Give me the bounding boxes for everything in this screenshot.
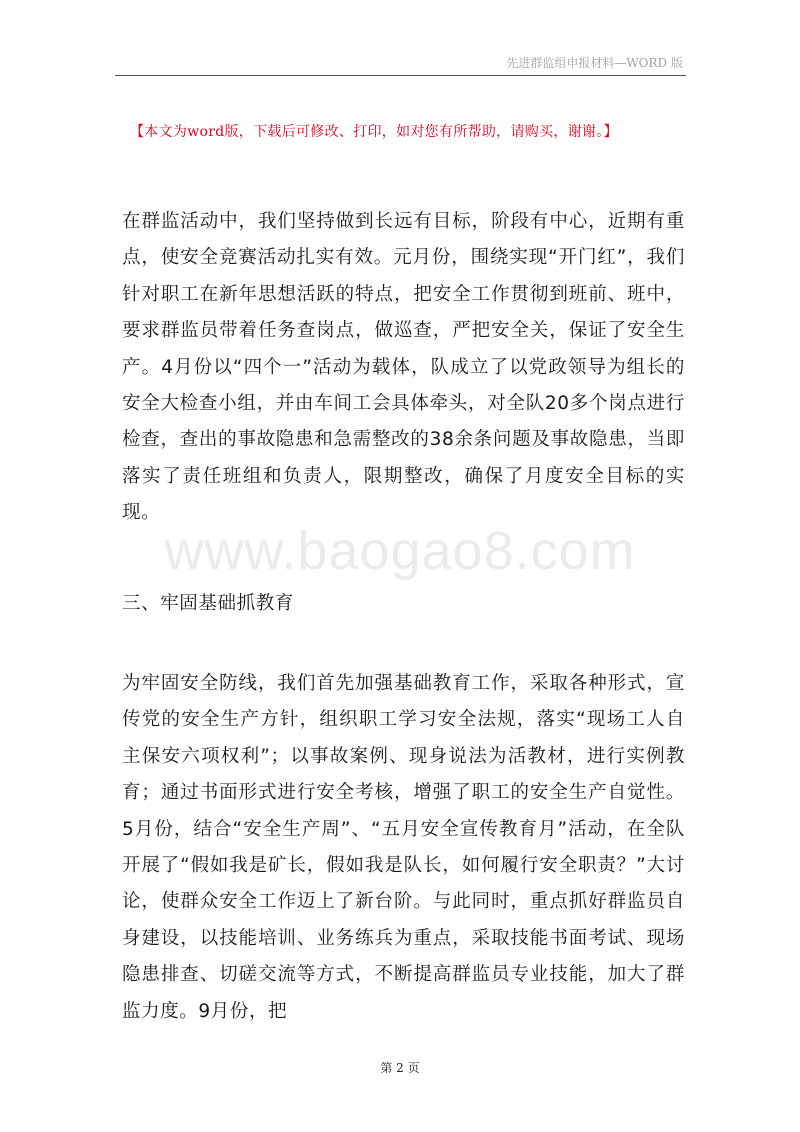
section-heading: 三、牢固基础抓教育: [122, 593, 294, 614]
paragraph-1: 在群监活动中，我们坚持做到长远有目标，阶段有中心，近期有重点，使安全竞赛活动扎实有效。元月份，围绕实现“开门红”，我们针对职工在新年思想活跃的特点，把安全工作贯彻到班前、班中，要求群监员带着任务查岗点，做巡查，严把安全关，保证了安全生产。4月份以“四个一”活动为载体，队成立了以党政领导为组长的安全大检查小组，并由车间工会具体牵头，对全队20多个岗点进行检查，查出的事故隐患和急需整改的38余条问题及事故隐患，当即落实了责任班组和负责人，限期整改，确保了月度安全目标的实现。: [122, 211, 685, 524]
paragraph-2: 为牢固安全防线，我们首先加强基础教育工作，采取各种形式，宣传党的安全生产方针，组织职工学习安全法规，落实“现场工人自主保安六项权利”；以事故案例、现身说法为活教材，进行实例教育；通过书面形式进行安全考核，增强了职工的安全生产自觉性。5月份，结合“安全生产周”、“五月安全宣传教育月”活动，在全队开展了“假如我是矿长，假如我是队长，如何履行安全职责？”大讨论，使群众安全工作迈上了新台阶。与此同时，重点抓好群监员自身建设，以技能培训、业务练兵为重点，采取技能书面考试、现场隐患排查、切磋交流等方式，不断提高群监员专业技能，加大了群监力度。9月份，把: [122, 673, 685, 1022]
page-number: 第 2 页: [380, 1061, 420, 1075]
running-header: 先进群监组申报材料—WORD 版: [506, 56, 683, 70]
watermark: www.baogao8.com: [164, 521, 636, 581]
purchase-notice: 【本文为word版，下载后可修改、打印，如对您有所帮助，请购买，谢谢。】: [130, 124, 618, 140]
header-divider: [115, 75, 686, 76]
